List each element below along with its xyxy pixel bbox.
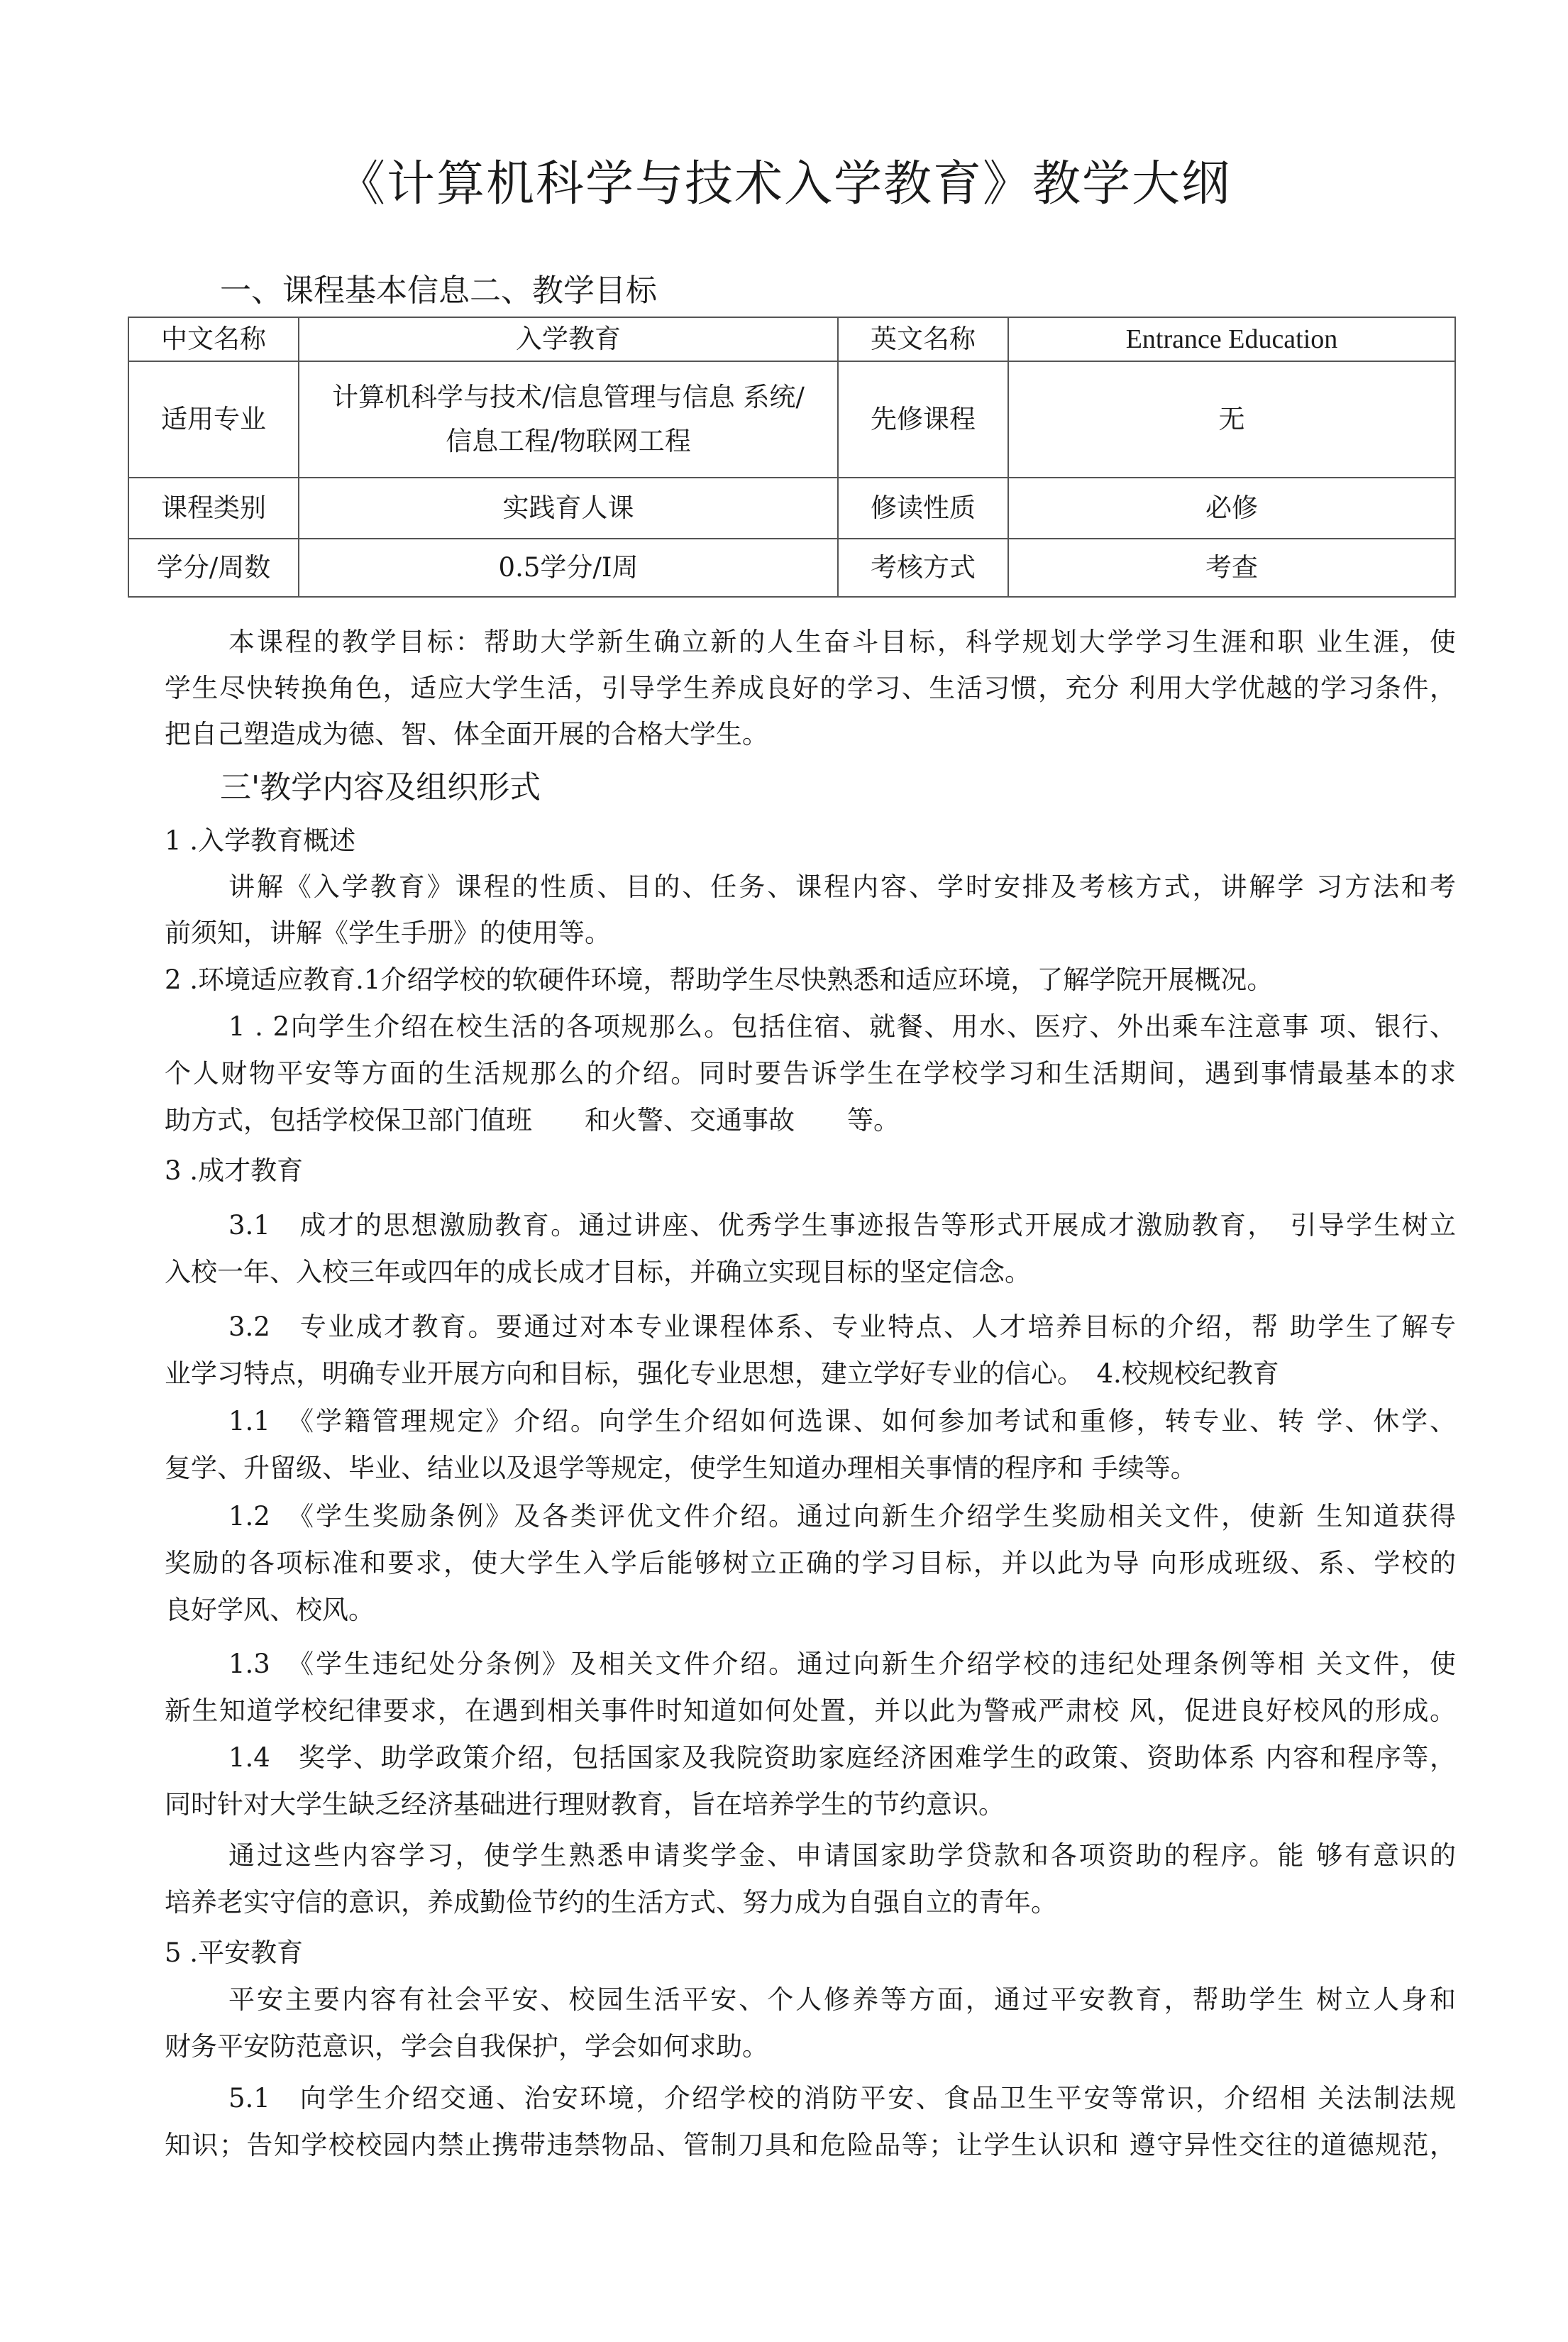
body-text-line: 1 . 2向学生介绍在校生活的各项规那么。包括住宿、就餐、用水、医疗、外出乘车注意事 项、银行、 xyxy=(228,1011,1456,1042)
body-text-line: 1.2 《学生奖励条例》及各类评优文件介绍。通过向新生介绍学生奖励相关文件，使新 生知道获得 xyxy=(228,1501,1456,1532)
table-cell-label: 适用专业 xyxy=(128,361,299,478)
body-text-line: 把自己塑造成为德、智、体全面开展的合格大学生。 xyxy=(165,719,768,749)
document-title: 《计算机科学与技术入学教育》教学大纲 xyxy=(336,156,1231,212)
subheading: 3 .成才教育 xyxy=(165,1155,304,1186)
table-row xyxy=(128,361,1455,478)
subheading: 1 .入学教育概述 xyxy=(165,825,356,856)
table-row xyxy=(128,539,1455,597)
body-text-line: 奖励的各项标准和要求，使大学生入学后能够树立正确的学习目标，并以此为导 向形成班级、系、学校的 xyxy=(165,1548,1456,1578)
section-heading-3: 三'教学内容及组织形式 xyxy=(220,769,541,806)
table-cell-label: 先修课程 xyxy=(838,361,1008,478)
body-text-line: 培养老实守信的意识，养成勤俭节约的生活方式、努力成为自强自立的青年。 xyxy=(165,1887,1057,1918)
body-text-line: 1.1 《学籍管理规定》介绍。向学生介绍如何选课、如何参加考试和重修，转专业、转 学、休学、 xyxy=(228,1406,1456,1436)
course-info-table xyxy=(128,317,1456,598)
table-cell-label: 修读性质 xyxy=(838,478,1008,539)
body-text-line: 通过这些内容学习，使学生熟悉申请奖学金、申请国家助学贷款和各项资助的程序。能 够有意识的 xyxy=(228,1840,1456,1871)
body-text-line: 平安主要内容有社会平安、校园生活平安、个人修养等方面，通过平安教育，帮助学生 树立人身和 xyxy=(228,1984,1456,2015)
body-text-line: 良好学风、校风。 xyxy=(165,1595,375,1625)
body-text-line: 复学、升留级、毕业、结业以及退学等规定，使学生知道办理相关事情的程序和 手续等。 xyxy=(165,1453,1197,1483)
table-cell-value: 必修 xyxy=(1008,478,1455,539)
table-cell-value: 入学教育 xyxy=(299,317,838,361)
body-text-line: 业学习特点，明确专业开展方向和目标，强化专业思想，建立学好专业的信心。 4.校规校纪教育 xyxy=(165,1358,1279,1389)
body-text-line: 新生知道学校纪律要求，在遇到相关事件时知道如何处置，并以此为警戒严肃校 风，促进良好校风的形成。 xyxy=(165,1695,1456,1726)
table-row xyxy=(128,317,1455,361)
body-text-line: 1.3 《学生违纪处分条例》及相关文件介绍。通过向新生介绍学校的违纪处理条例等相 关文件，使 xyxy=(228,1649,1456,1679)
table-cell-label: 课程类别 xyxy=(128,478,299,539)
body-text-line: 本课程的教学目标：帮助大学新生确立新的人生奋斗目标，科学规划大学学习生涯和职 业生涯，使 xyxy=(228,627,1456,657)
body-text-line: 入校一年、入校三年或四年的成长成才目标，并确立实现目标的坚定信念。 xyxy=(165,1257,1031,1287)
table-cell-label: 考核方式 xyxy=(838,539,1008,597)
body-text-line: 前须知，讲解《学生手册》的使用等。 xyxy=(165,918,611,948)
subheading: 5 .平安教育 xyxy=(165,1937,304,1968)
table-cell-value: Entrance Education xyxy=(1008,317,1455,361)
table-cell-value: 0.5学分/I周 xyxy=(299,539,838,597)
section-heading-1-2: 一、课程基本信息二、教学目标 xyxy=(220,273,657,309)
body-text-line: 5.1 向学生介绍交通、治安环境，介绍学校的消防平安、食品卫生平安等常识，介绍相 关法制法规 xyxy=(228,2083,1456,2113)
table-cell-line: 计算机科学与技术/信息管理与信息 系统/ xyxy=(332,382,805,412)
body-text-line: 学生尽快转换角色，适应大学生活，引导学生养成良好的学习、生活习惯，充分 利用大学优越的学习条件， xyxy=(165,673,1456,703)
table-cell-value: 无 xyxy=(1008,361,1455,478)
body-text-line: 同时针对大学生缺乏经济基础进行理财教育，旨在培养学生的节约意识。 xyxy=(165,1789,1005,1820)
body-text-line: 3.2 专业成才教育。要通过对本专业课程体系、专业特点、人才培养目标的介绍，帮 助学生了解专 xyxy=(228,1312,1456,1342)
table-cell-label: 学分/周数 xyxy=(128,539,299,597)
table-cell-label: 英文名称 xyxy=(838,317,1008,361)
body-text-line: 助方式，包括学校保卫部门值班 和火警、交通事故 等。 xyxy=(165,1105,900,1136)
body-text-line: 讲解《入学教育》课程的性质、目的、任务、课程内容、学时安排及考核方式，讲解学 习方法和考 xyxy=(228,872,1456,902)
table-cell-value: 考查 xyxy=(1008,539,1455,597)
body-text-line: 财务平安防范意识，学会自我保护，学会如何求助。 xyxy=(165,2031,768,2062)
table-cell-value xyxy=(299,361,838,478)
subheading: 2 .环境适应教育.1介绍学校的软硬件环境，帮助学生尽快熟悉和适应环境，了解学院开展概况。 xyxy=(165,964,1274,995)
body-text-line: 1.4 奖学、助学政策介绍，包括国家及我院资助家庭经济困难学生的政策、资助体系 内容和程序等， xyxy=(228,1742,1456,1773)
table-row xyxy=(128,478,1455,539)
body-text-line: 知识；告知学校校园内禁止携带违禁物品、管制刀具和危险品等；让学生认识和 遵守异性交往的道德规范， xyxy=(165,2130,1456,2160)
table-cell-value: 实践育人课 xyxy=(299,478,838,539)
table-cell-label: 中文名称 xyxy=(128,317,299,361)
body-text-line: 3.1 成才的思想激励教育。通过讲座、优秀学生事迹报告等形式开展成才激励教育， 引导学生树立 xyxy=(228,1210,1456,1241)
body-text-line: 个人财物平安等方面的生活规那么的介绍。同时要告诉学生在学校学习和生活期间，遇到事情最基本的求 xyxy=(165,1058,1456,1089)
table-cell-line: 信息工程/物联网工程 xyxy=(446,426,691,456)
